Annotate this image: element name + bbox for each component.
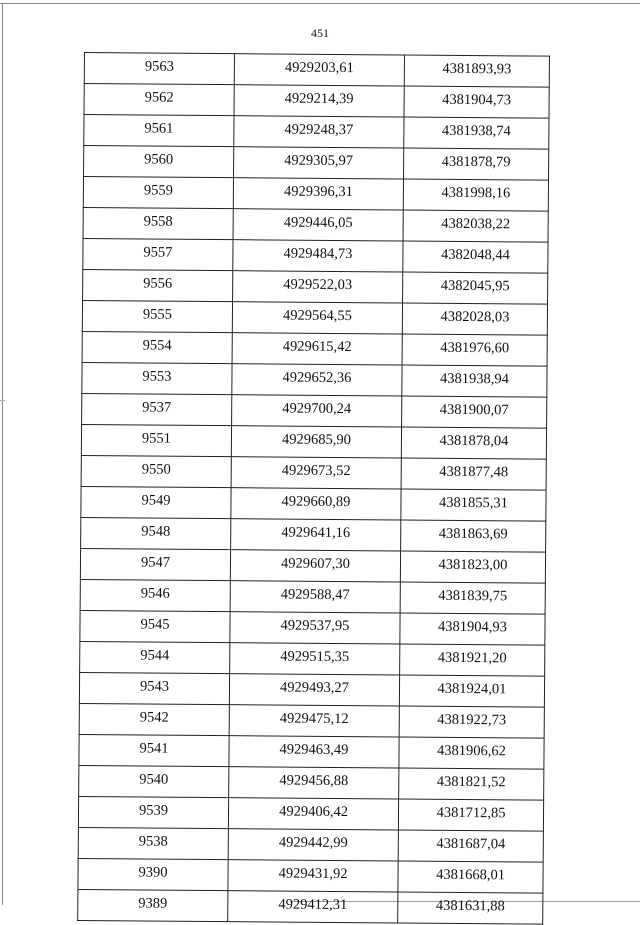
point-number-cell: 9562 — [84, 84, 234, 116]
table-row — [83, 269, 548, 304]
y-coordinate-cell: 4381900,07 — [402, 396, 547, 428]
point-number-cell: 9558 — [83, 207, 233, 239]
x-coordinate-cell: 4929641,16 — [231, 519, 401, 551]
x-coordinate-cell: 4929412,31 — [228, 891, 398, 923]
table-row — [84, 84, 549, 119]
table-row — [81, 424, 546, 459]
point-number-cell: 9539 — [78, 796, 228, 828]
x-coordinate-cell: 4929588,47 — [230, 581, 400, 613]
x-coordinate-cell: 4929431,92 — [228, 860, 398, 892]
table-row — [78, 858, 543, 893]
table-row — [78, 827, 543, 862]
x-coordinate-cell: 4929673,52 — [231, 457, 401, 489]
x-coordinate-cell: 4929537,95 — [230, 612, 400, 644]
point-number-cell: 9541 — [79, 734, 229, 766]
y-coordinate-cell: 4381823,00 — [400, 551, 545, 583]
point-number-cell: 9537 — [82, 393, 232, 425]
table-row — [81, 455, 546, 490]
point-number-cell: 9548 — [81, 517, 231, 549]
point-number-cell: 9543 — [79, 672, 229, 704]
table-row — [80, 610, 545, 645]
point-number-cell: 9554 — [82, 331, 232, 363]
y-coordinate-cell: 4381906,62 — [399, 737, 544, 769]
point-number-cell: 9557 — [83, 238, 233, 270]
table-row — [83, 207, 548, 242]
point-number-cell: 9540 — [79, 765, 229, 797]
scan-left-border — [2, 3, 3, 905]
y-coordinate-cell: 4381821,52 — [399, 768, 544, 800]
point-number-cell: 9563 — [84, 53, 234, 85]
point-number-cell: 9560 — [84, 146, 234, 178]
y-coordinate-cell: 4381904,93 — [400, 613, 545, 645]
table-row — [79, 703, 544, 738]
x-coordinate-cell: 4929203,61 — [234, 54, 404, 86]
y-coordinate-cell: 4381904,73 — [404, 86, 549, 118]
table-row — [80, 641, 545, 676]
y-coordinate-cell: 4381921,20 — [400, 644, 545, 676]
x-coordinate-cell: 4929685,90 — [231, 426, 401, 458]
scan-edge-mark — [0, 400, 5, 401]
point-number-cell: 9538 — [78, 827, 228, 859]
x-coordinate-cell: 4929463,49 — [229, 736, 399, 768]
table-row — [82, 362, 547, 397]
table-row — [81, 486, 546, 521]
point-number-cell: 9556 — [83, 269, 233, 301]
x-coordinate-cell: 4929607,30 — [230, 550, 400, 582]
x-coordinate-cell: 4929615,42 — [232, 333, 402, 365]
y-coordinate-cell: 4381878,79 — [404, 148, 549, 180]
y-coordinate-cell: 4381712,85 — [398, 799, 543, 831]
coordinates-table-body — [78, 53, 550, 925]
table-row — [78, 796, 543, 831]
x-coordinate-cell: 4929456,88 — [229, 767, 399, 799]
x-coordinate-cell: 4929484,73 — [233, 240, 403, 272]
point-number-cell: 9561 — [84, 115, 234, 147]
y-coordinate-cell: 4381877,48 — [401, 458, 546, 490]
y-coordinate-cell: 4381922,73 — [399, 706, 544, 738]
table-row — [83, 177, 548, 212]
coordinates-table — [77, 52, 550, 925]
x-coordinate-cell: 4929475,12 — [229, 705, 399, 737]
point-number-cell: 9389 — [78, 889, 228, 921]
y-coordinate-cell: 4381938,94 — [402, 365, 547, 397]
y-coordinate-cell: 4381938,74 — [404, 117, 549, 149]
point-number-cell: 9555 — [82, 300, 232, 332]
y-coordinate-cell: 4382038,22 — [403, 210, 548, 242]
point-number-cell: 9546 — [80, 579, 230, 611]
table-row — [80, 579, 545, 614]
table-row — [80, 548, 545, 583]
y-coordinate-cell: 4381878,04 — [401, 427, 546, 459]
y-coordinate-cell: 4382028,03 — [402, 303, 547, 335]
table-row — [78, 889, 543, 924]
point-number-cell: 9550 — [81, 455, 231, 487]
point-number-cell: 9553 — [82, 362, 232, 394]
y-coordinate-cell: 4381839,75 — [400, 582, 545, 614]
table-row — [79, 672, 544, 707]
x-coordinate-cell: 4929446,05 — [233, 209, 403, 241]
point-number-cell: 9547 — [80, 548, 230, 580]
point-number-cell: 9549 — [81, 486, 231, 518]
x-coordinate-cell: 4929305,97 — [234, 147, 404, 179]
point-number-cell: 9544 — [80, 641, 230, 673]
point-number-cell: 9390 — [78, 858, 228, 890]
y-coordinate-cell: 4381998,16 — [403, 179, 548, 211]
table-row — [82, 300, 547, 335]
y-coordinate-cell: 4381976,60 — [402, 334, 547, 366]
table-row — [83, 238, 548, 273]
y-coordinate-cell: 4382048,44 — [403, 241, 548, 273]
point-number-cell: 9542 — [79, 703, 229, 735]
x-coordinate-cell: 4929700,24 — [232, 395, 402, 427]
point-number-cell: 9545 — [80, 610, 230, 642]
y-coordinate-cell: 4381631,88 — [398, 892, 543, 924]
table-row — [82, 331, 547, 366]
y-coordinate-cell: 4381668,01 — [398, 861, 543, 893]
x-coordinate-cell: 4929442,99 — [228, 829, 398, 861]
x-coordinate-cell: 4929248,37 — [234, 116, 404, 148]
point-number-cell: 9551 — [81, 424, 231, 456]
x-coordinate-cell: 4929406,42 — [228, 798, 398, 830]
page-number: 451 — [311, 26, 329, 40]
y-coordinate-cell: 4382045,95 — [403, 272, 548, 304]
y-coordinate-cell: 4381893,93 — [404, 55, 549, 87]
table-row — [84, 115, 549, 150]
y-coordinate-cell: 4381924,01 — [399, 675, 544, 707]
table-row — [79, 734, 544, 769]
x-coordinate-cell: 4929660,89 — [231, 488, 401, 520]
x-coordinate-cell: 4929214,39 — [234, 85, 404, 117]
table-row — [84, 53, 549, 88]
table-row — [82, 393, 547, 428]
y-coordinate-cell: 4381855,31 — [401, 489, 546, 521]
point-number-cell: 9559 — [83, 177, 233, 209]
scan-top-border — [0, 3, 640, 4]
x-coordinate-cell: 4929396,31 — [233, 178, 403, 210]
y-coordinate-cell: 4381863,69 — [401, 520, 546, 552]
y-coordinate-cell: 4381687,04 — [398, 830, 543, 862]
table-row — [81, 517, 546, 552]
x-coordinate-cell: 4929652,36 — [232, 364, 402, 396]
x-coordinate-cell: 4929515,35 — [230, 643, 400, 675]
x-coordinate-cell: 4929493,27 — [229, 674, 399, 706]
table-row — [84, 146, 549, 181]
x-coordinate-cell: 4929564,55 — [232, 302, 402, 334]
table-row — [79, 765, 544, 800]
x-coordinate-cell: 4929522,03 — [233, 271, 403, 303]
